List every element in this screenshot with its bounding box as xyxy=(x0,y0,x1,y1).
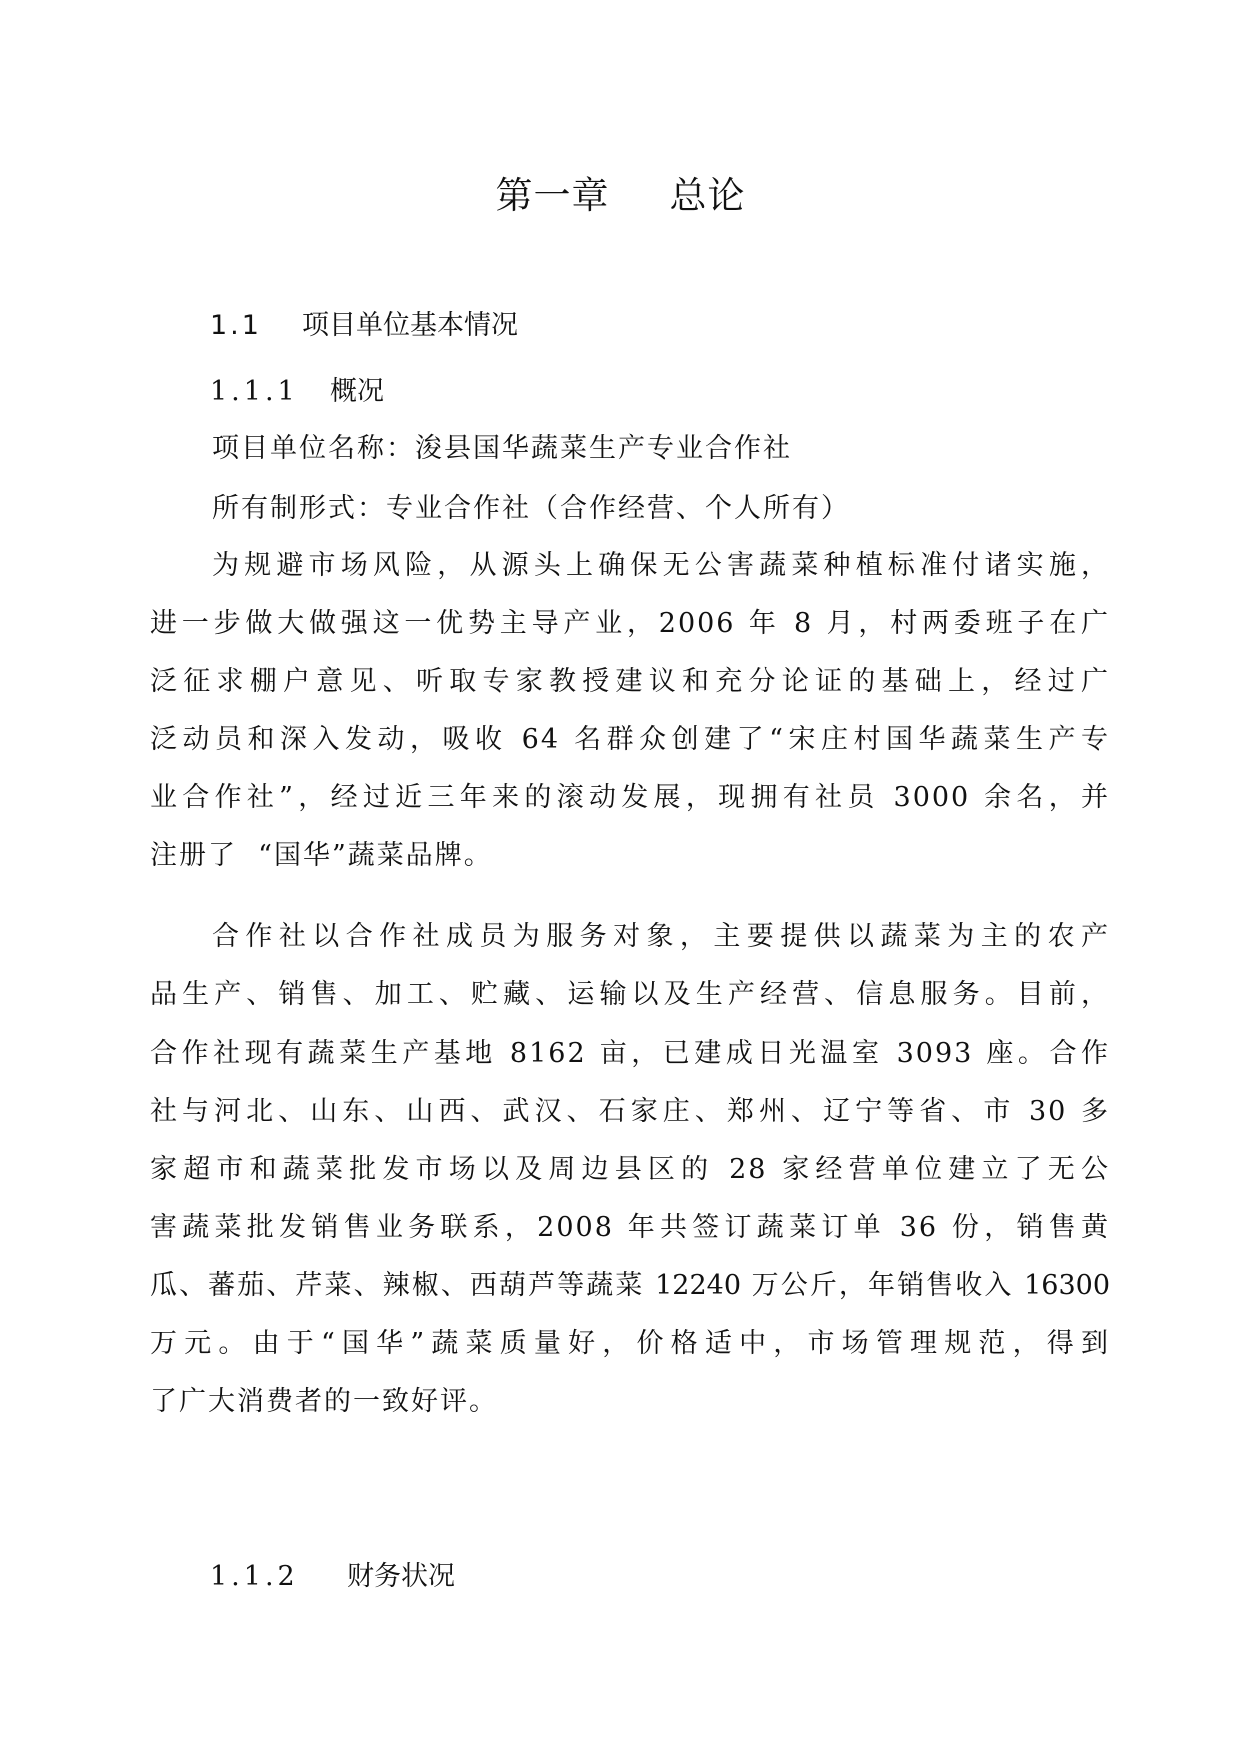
paragraph-line: 家超市和蔬菜批发市场以及周边县区的 28 家经营单位建立了无公 xyxy=(150,1154,1110,1185)
field-unit-name: 项目单位名称：浚县国华蔬菜生产专业合作社 xyxy=(212,433,792,464)
paragraph-line: 泛动员和深入发动，吸收 64 名群众创建了“宋庄村国华蔬菜生产专 xyxy=(150,724,1110,755)
subsection-number: 1.1.1 xyxy=(210,376,299,407)
paragraph-line: 业合作社”，经过近三年来的滚动发展，现拥有社员 3000 余名，并 xyxy=(150,782,1110,813)
paragraph-line: 品生产、销售、加工、贮藏、运输以及生产经营、信息服务。目前， xyxy=(150,979,1110,1010)
paragraph-line: 注册了 “国华”蔬菜品牌。 xyxy=(150,840,493,871)
paragraph-line: 进一步做大做强这一优势主导产业，2006 年 8 月，村两委班子在广 xyxy=(150,608,1110,639)
section-number: 1.1 xyxy=(210,310,262,341)
paragraph-line: 社与河北、山东、山西、武汉、石家庄、郑州、辽宁等省、市 30 多 xyxy=(150,1096,1110,1127)
section-heading xyxy=(210,306,518,346)
paragraph-line: 万元。由于“国华”蔬菜质量好，价格适中，市场管理规范，得到 xyxy=(150,1328,1110,1359)
paragraph-line: 瓜、蕃茄、芹菜、辣椒、西葫芦等蔬菜 12240 万公斤，年销售收入 16300 xyxy=(150,1270,1110,1301)
paragraph-line: 合作社以合作社成员为服务对象，主要提供以蔬菜为主的农产 xyxy=(212,921,1110,952)
subsection-title: 财务状况 xyxy=(347,1561,455,1592)
chapter-name: 总论 xyxy=(669,174,746,217)
paragraph-line: 为规避市场风险，从源头上确保无公害蔬菜种植标准付诸实施， xyxy=(212,550,1110,581)
paragraph-line: 合作社现有蔬菜生产基地 8162 亩，已建成日光温室 3093 座。合作 xyxy=(150,1038,1110,1069)
subsection-number: 1.1.2 xyxy=(210,1561,299,1592)
chapter-label: 第一章 xyxy=(495,174,610,217)
section-title: 项目单位基本情况 xyxy=(302,310,518,341)
field-ownership: 所有制形式：专业合作社（合作经营、个人所有） xyxy=(212,493,850,524)
paragraph-line: 害蔬菜批发销售业务联系，2008 年共签订蔬菜订单 36 份，销售黄 xyxy=(150,1212,1110,1243)
paragraph-line: 泛征求棚户意见、听取专家教授建议和充分论证的基础上，经过广 xyxy=(150,666,1110,697)
subsection-title: 概况 xyxy=(330,376,384,407)
chapter-title xyxy=(0,172,1241,220)
subsection-heading-overview xyxy=(210,372,384,412)
paragraph-line: 了广大消费者的一致好评。 xyxy=(150,1386,498,1417)
subsection-heading-finance xyxy=(210,1557,455,1597)
